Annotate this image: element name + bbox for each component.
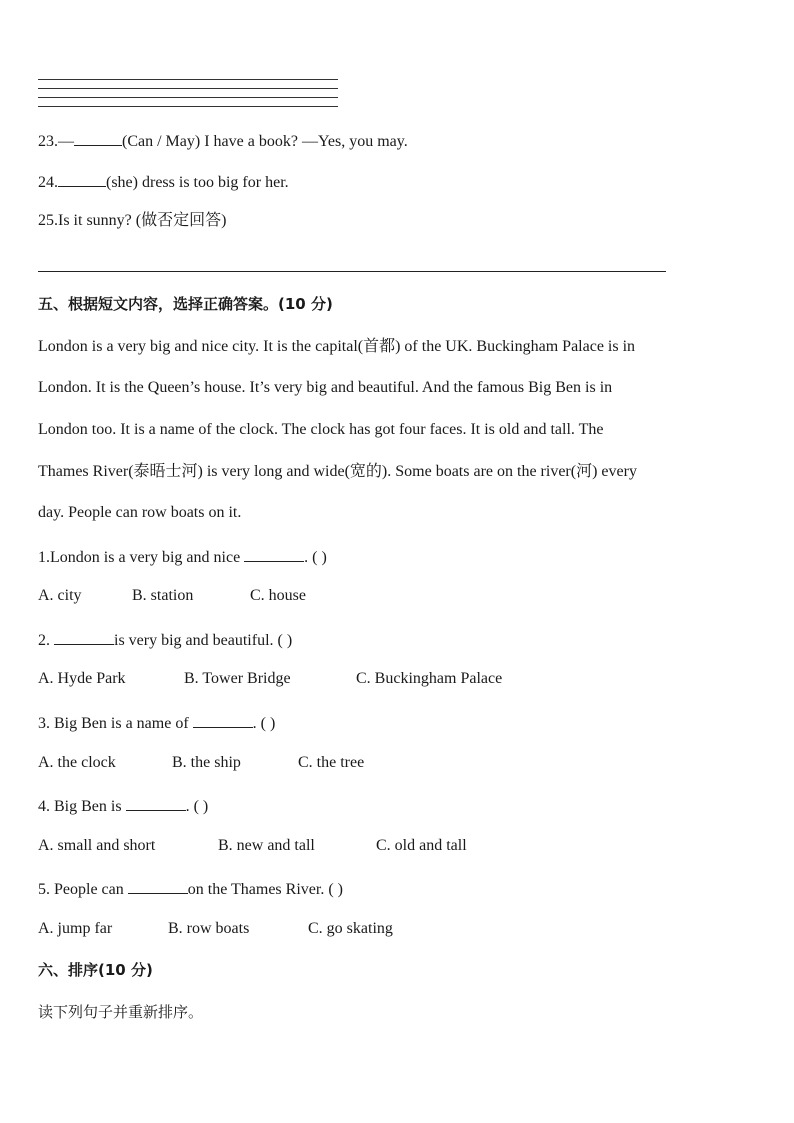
answer-blank[interactable] [244,545,304,562]
question-25: 25.Is it sunny? (做否定回答) [38,212,227,229]
answer-blank[interactable] [74,129,122,146]
question-4-options [38,836,467,856]
option-c[interactable]: C. Buckingham Palace [356,670,503,687]
answer-blank[interactable] [128,877,188,894]
option-b[interactable]: B. row boats [168,920,250,937]
question-23: 23.— (Can / May) I have a book? —Yes, you may. [38,129,408,152]
section-5-title: 五、根据短文内容，选择正确答案。(10 分) [38,295,333,313]
passage-line: London. It is the Queen’s house. It’s very big and beautiful. And the famous Big Ben is in [38,379,613,396]
passage-line: London too. It is a name of the clock. The clock has got four faces. It is old and tall. The [38,421,604,438]
option-a[interactable]: A. jump far [38,920,113,937]
passage-line: London is a very big and nice city. It is the capital(首都) of the UK. Buckingham Palace is in [38,338,636,355]
option-b[interactable]: B. the ship [172,754,241,771]
passage-line: Thames River(泰晤士河) is very long and wide(宽的). Some boats are on the river(河) every [38,463,637,480]
answer-line[interactable] [38,271,666,272]
question-1: 1.London is a very big and nice . ( ) [38,545,327,568]
section-6-title: 六、排序(10 分) [38,961,153,979]
question-5: 5. People can on the Thames River. ( ) [38,877,343,900]
option-c[interactable]: C. the tree [298,754,365,771]
option-b[interactable]: B. Tower Bridge [184,670,291,687]
option-b[interactable]: B. station [132,587,194,604]
question-2: 2. is very big and beautiful. ( ) [38,628,292,651]
question-24: 24. (she) dress is too big for her. [38,170,289,193]
question-1-options [38,586,306,606]
writing-line [38,88,338,89]
option-a[interactable]: A. Hyde Park [38,670,126,687]
question-5-options [38,919,393,939]
option-b[interactable]: B. new and tall [218,837,315,854]
option-a[interactable]: A. small and short [38,837,156,854]
writing-lines [38,79,338,115]
option-c[interactable]: C. go skating [308,920,393,937]
option-c[interactable]: C. house [250,587,306,604]
option-c[interactable]: C. old and tall [376,837,467,854]
writing-line [38,97,338,98]
passage-line: day. People can row boats on it. [38,504,242,521]
option-a[interactable]: A. the clock [38,754,116,771]
question-3-options [38,753,364,773]
question-2-options [38,669,502,689]
option-a[interactable]: A. city [38,587,82,604]
answer-blank[interactable] [58,170,106,187]
answer-blank[interactable] [54,628,114,645]
writing-line [38,106,338,107]
section-6-instruction: 读下列句子并重新排序。 [38,1003,204,1021]
question-4: 4. Big Ben is . ( ) [38,794,208,817]
answer-blank[interactable] [126,794,186,811]
question-3: 3. Big Ben is a name of . ( ) [38,711,275,734]
writing-line [38,79,338,80]
answer-blank[interactable] [193,711,253,728]
